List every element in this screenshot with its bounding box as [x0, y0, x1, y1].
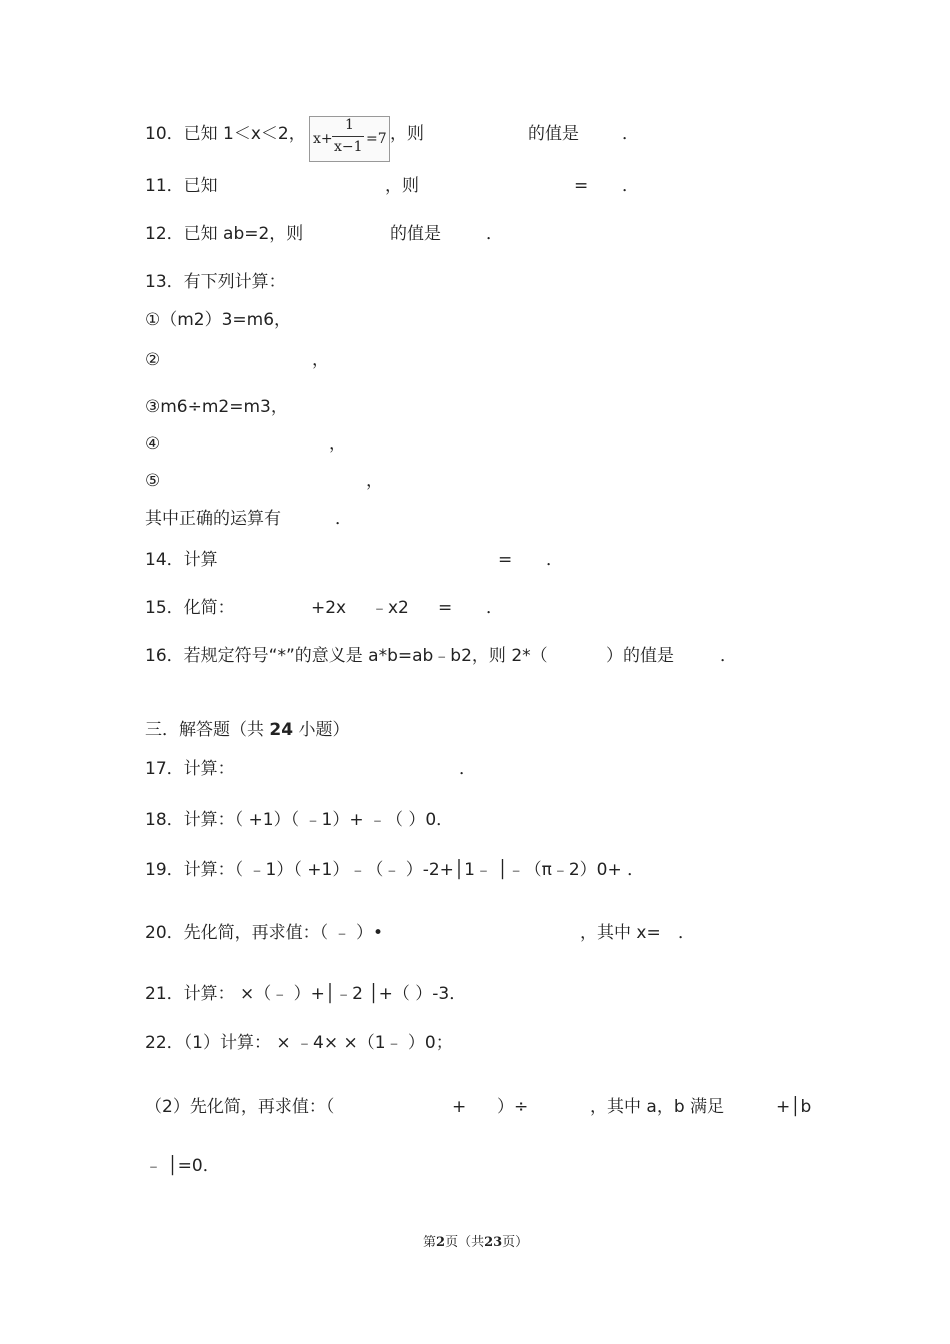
footer-total: 23	[484, 1235, 503, 1250]
footer-b: 页（共	[445, 1235, 485, 1250]
q19-text: 19．计算：（ ﹣1）（ +1）﹣（﹣ ）-2+│1﹣ │﹣（π﹣2）0+ ．	[145, 860, 645, 880]
q11-mid: ，则	[385, 176, 419, 196]
q11-eq: =	[574, 176, 589, 196]
q12-end: ．	[486, 224, 503, 244]
q15-prefix: 15．化简：	[145, 598, 235, 618]
q16-text: 16．若规定符号“*”的意义是 a*b=ab﹣b2，则 2*（	[145, 646, 548, 666]
q13-item-5-end: ，	[366, 471, 383, 491]
q13-title: 13．有下列计算：	[145, 272, 286, 292]
q10-formula-lead: x+	[313, 131, 333, 147]
q10-mid: ，则	[390, 124, 424, 144]
q14-eq: =	[498, 550, 513, 570]
q13-footer: 其中正确的运算有	[145, 509, 281, 529]
q22-part-2a: （2）先化简，再求值：（	[145, 1097, 335, 1117]
q15-eq: =	[438, 598, 453, 618]
footer-a: 第	[423, 1235, 437, 1250]
q10-suffix: 的值是	[528, 124, 579, 144]
q15-end: ．	[486, 598, 503, 618]
q13-end: ．	[335, 509, 352, 529]
section-3-heading	[145, 719, 349, 741]
q13-item-1: ①（m2）3=m6，	[145, 310, 292, 330]
q20-prefix: 20．先化简，再求值：（ ﹣ ）•	[145, 923, 383, 943]
q13-item-4-end: ，	[329, 434, 346, 454]
q20-mid: ，其中 x=	[580, 923, 661, 943]
section-3-text-b: 小题）	[293, 720, 350, 740]
q10-prefix: 10．已知 1＜x＜2，	[145, 124, 306, 144]
q10-end: ．	[622, 124, 639, 144]
q14-prefix: 14．计算	[145, 550, 218, 570]
q10-formula-den: x−1	[334, 139, 363, 155]
q13-item-3: ③m6÷m2=m3，	[145, 397, 288, 417]
page-footer	[423, 1231, 528, 1250]
q22-part-2d: ，其中 a，b 满足	[590, 1097, 725, 1117]
q22-part-2e: +│b	[776, 1097, 812, 1117]
q16-end: ．	[720, 646, 737, 666]
q16-mid: ）的值是	[606, 646, 674, 666]
q22-part-1: 22．（1）计算： × ﹣4× ×（1﹣ ）0；	[145, 1033, 453, 1053]
q15-term-2: ﹣x2	[371, 598, 409, 618]
q13-item-4: ④	[145, 434, 161, 454]
q10-formula	[309, 116, 390, 162]
q13-item-5: ⑤	[145, 471, 161, 491]
q10-formula-tail: =7	[366, 131, 387, 147]
q14-end: ．	[546, 550, 563, 570]
q11-prefix: 11．已知	[145, 176, 218, 196]
q12-suffix: 的值是	[390, 224, 441, 244]
q18-text: 18．计算：（ +1）（ ﹣1）+ ﹣（ ）0．	[145, 810, 454, 830]
q22-part-3: ﹣ │=0．	[145, 1156, 220, 1176]
q13-item-2-end: ，	[312, 350, 329, 370]
q22-part-2c: ）÷	[497, 1097, 529, 1117]
q20-end: ．	[678, 923, 695, 943]
section-3-text-a: 三．解答题（共	[145, 720, 270, 740]
q15-term-1: +2x	[311, 598, 347, 618]
q17-prefix: 17．计算：	[145, 759, 235, 779]
q11-end: ．	[622, 176, 639, 196]
q17-end: ．	[459, 759, 476, 779]
q21-text: 21．计算： ×（﹣ ）+│﹣2 │+（ ）-3．	[145, 984, 467, 1004]
q12-prefix: 12．已知 ab=2，则	[145, 224, 304, 244]
q13-item-2: ②	[145, 350, 161, 370]
footer-page: 2	[436, 1235, 446, 1250]
section-3-count: 24	[269, 720, 294, 740]
q10-fraction-bar	[332, 136, 364, 137]
q22-part-2b: +	[452, 1097, 467, 1117]
footer-c: 页）	[502, 1235, 529, 1250]
q10-formula-num: 1	[345, 117, 354, 133]
